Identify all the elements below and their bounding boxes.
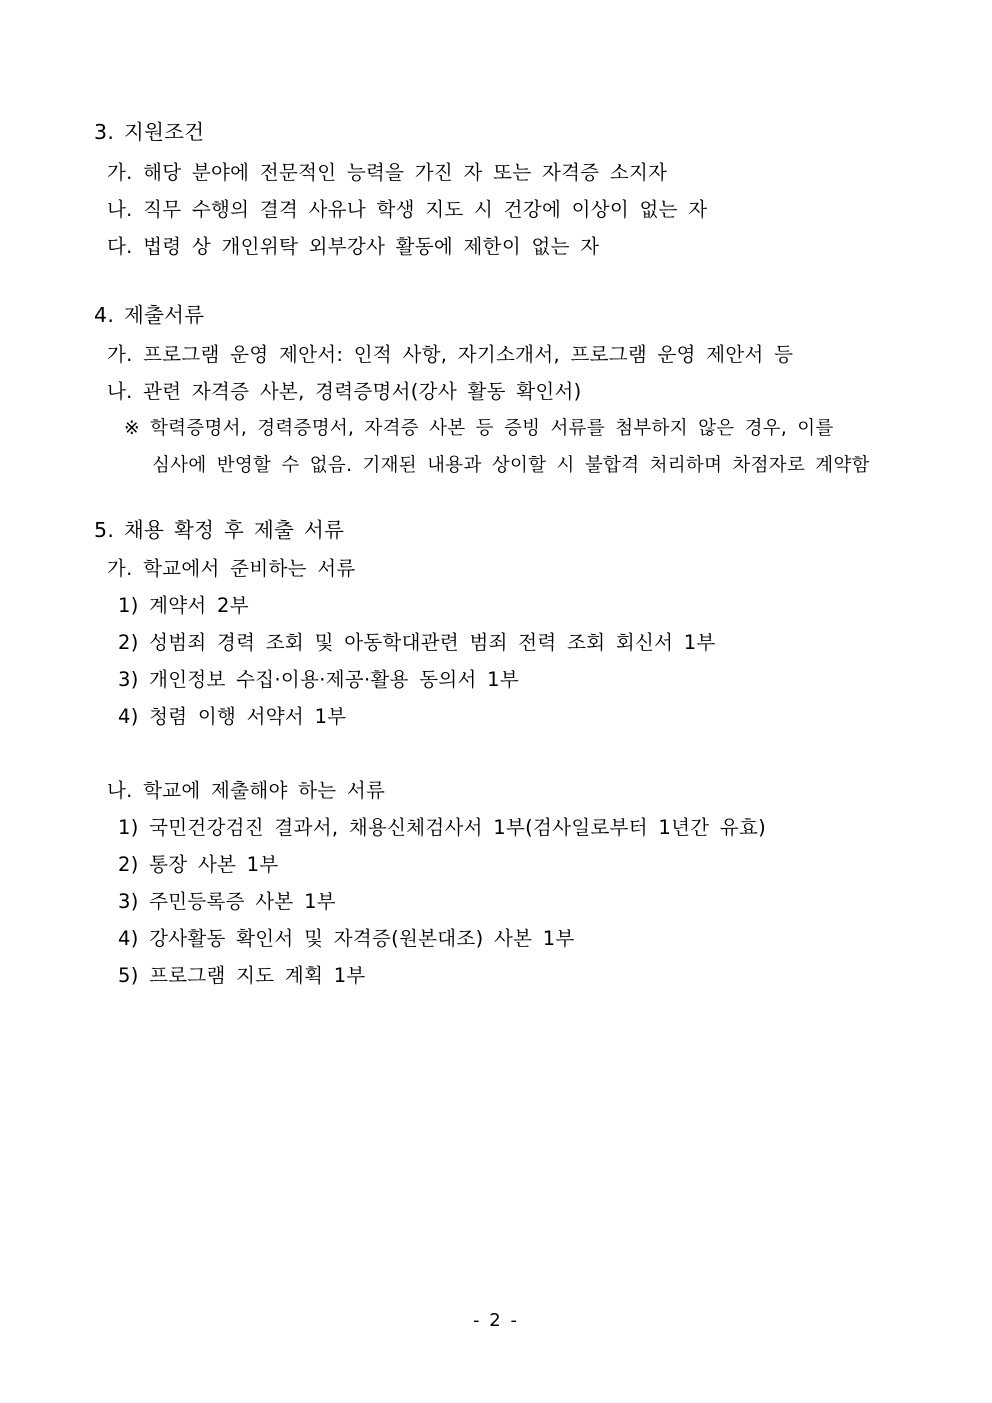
list-item: 2) 통장 사본 1부: [118, 853, 279, 876]
section-3-item: 다. 법령 상 개인위탁 외부강사 활동에 제한이 없는 자: [107, 235, 600, 258]
list-item: 4) 청렴 이행 서약서 1부: [118, 705, 347, 728]
subsection-title: 가. 학교에서 준비하는 서류: [107, 557, 356, 580]
subsection-title: 나. 학교에 제출해야 하는 서류: [107, 779, 386, 802]
section-3-heading: 3. 지원조건: [94, 120, 205, 144]
list-item: 1) 계약서 2부: [118, 594, 249, 617]
section-4-heading: 4. 제출서류: [94, 303, 205, 327]
list-item: 3) 개인정보 수집·이용·제공·활용 동의서 1부: [118, 668, 520, 691]
list-item: 2) 성범죄 경력 조회 및 아동학대관련 범죄 전력 조회 회신서 1부: [118, 631, 716, 654]
section-3-item: 나. 직무 수행의 결격 사유나 학생 지도 시 건강에 이상이 없는 자: [107, 198, 708, 221]
section-4-note: ※ 학력증명서, 경력증명서, 자격증 사본 등 증빙 서류를 첨부하지 않은 경우, 이를: [124, 418, 834, 439]
section-4-item: 가. 프로그램 운영 제안서: 인적 사항, 자기소개서, 프로그램 운영 제안서 등: [107, 343, 794, 366]
page-number: - 2 -: [473, 1310, 519, 1331]
section-4-item: 나. 관련 자격증 사본, 경력증명서(강사 활동 확인서): [107, 380, 582, 403]
section-4-note: 심사에 반영할 수 없음. 기재된 내용과 상이할 시 불합격 처리하며 차점자로 계약함: [152, 455, 870, 476]
list-item: 5) 프로그램 지도 계획 1부: [118, 964, 366, 987]
list-item: 3) 주민등록증 사본 1부: [118, 890, 336, 913]
list-item: 1) 국민건강검진 결과서, 채용신체검사서 1부(검사일로부터 1년간 유효): [118, 816, 767, 839]
section-3-item: 가. 해당 분야에 전문적인 능력을 가진 자 또는 자격증 소지자: [107, 161, 668, 184]
section-5-heading: 5. 채용 확정 후 제출 서류: [94, 518, 345, 542]
list-item: 4) 강사활동 확인서 및 자격증(원본대조) 사본 1부: [118, 927, 575, 950]
